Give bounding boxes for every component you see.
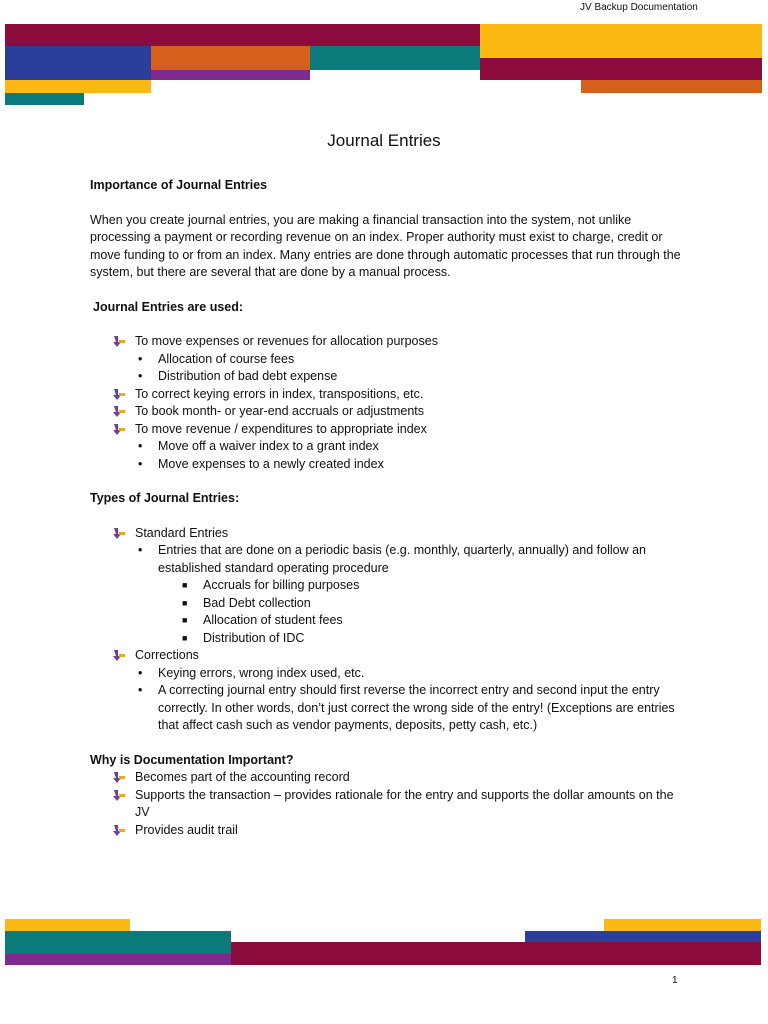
types-heading: Types of Journal Entries: [90,491,240,505]
arrow-bullet-icon [112,771,126,785]
list-item: • Move off a waiver index to a grant index [90,438,690,456]
list-item: Provides audit trail [90,822,690,840]
types-list [90,525,690,735]
bullet-dot-icon: • [138,665,143,680]
list-item: ■ Allocation of student fees [90,612,690,630]
arrow-bullet-icon [112,824,126,838]
square-bullet-icon: ■ [182,632,188,643]
list-item: Standard Entries [90,525,690,543]
list-item: Corrections [90,647,690,665]
list-item: Supports the transaction – provides rationale for the entry and supports the dollar amounts on the JV [90,787,690,822]
bullet-dot-icon: • [138,456,143,471]
page-title: Journal Entries [327,131,441,151]
uses-list [90,333,690,473]
page-number: 1 [672,975,678,986]
importance-paragraph: When you create journal entries, you are making a financial transaction into the system, not unlike processing a payment or recording revenue on an index. Proper authority must exist to charge, credit or move funding to or from an index. Many entries are done through automatic processes that run through the system, but there are several that are done by a manual process. [90,212,681,279]
bullet-dot-icon: • [138,439,143,453]
list-item: • A correcting journal entry should first reverse the incorrect entry and second input the entry correctly. In other words, don’t just correct the wrong side of the entry! (Exceptions are entries that affect cash such as vendor payments, deposits, petty cash, etc.) [138,683,675,732]
list-item: To move expenses or revenues for allocation purposes [90,333,690,351]
bullet-dot-icon: • [138,683,143,697]
arrow-bullet-icon [112,405,126,419]
arrow-bullet-icon [112,789,126,803]
bullet-dot-icon: • [138,543,143,557]
bullet-dot-icon: • [138,369,143,383]
square-bullet-icon: ■ [182,615,188,625]
list-item: • Keying errors, wrong index used, etc. [90,665,690,683]
list-item: • Distribution of bad debt expense [90,368,690,386]
list-item: To correct keying errors in index, transpositions, etc. [90,386,690,404]
list-item: To move revenue / expenditures to appropriate index [90,421,690,439]
square-bullet-icon: ■ [182,580,188,590]
list-item: • Move expenses to a newly created index [90,456,690,474]
list-item: To book month- or year-end accruals or adjustments [90,403,690,421]
uses-heading: Journal Entries are used: [93,299,244,314]
documentation-heading: Why is Documentation Important? [90,752,294,767]
list-item: ■ Accruals for billing purposes [90,577,690,595]
list-item: • Allocation of course fees [90,351,690,369]
bullet-dot-icon: • [138,351,143,366]
arrow-bullet-icon [112,527,126,541]
list-item: ■ Distribution of IDC [90,630,690,648]
arrow-bullet-icon [112,388,126,402]
square-bullet-icon: ■ [182,597,188,608]
arrow-bullet-icon [112,423,126,437]
list-item: • Entries that are done on a periodic basis (e.g. monthly, quarterly, annually) and follow an established standard operating procedure [138,543,647,575]
document-body [90,177,690,839]
list-item: ■ Bad Debt collection [90,595,690,613]
arrow-bullet-icon [112,649,126,663]
documentation-list [90,769,690,839]
header-label: JV Backup Documentation [580,2,698,13]
arrow-bullet-icon [112,335,126,349]
list-item: Becomes part of the accounting record [90,769,690,787]
importance-heading: Importance of Journal Entries [90,178,268,192]
